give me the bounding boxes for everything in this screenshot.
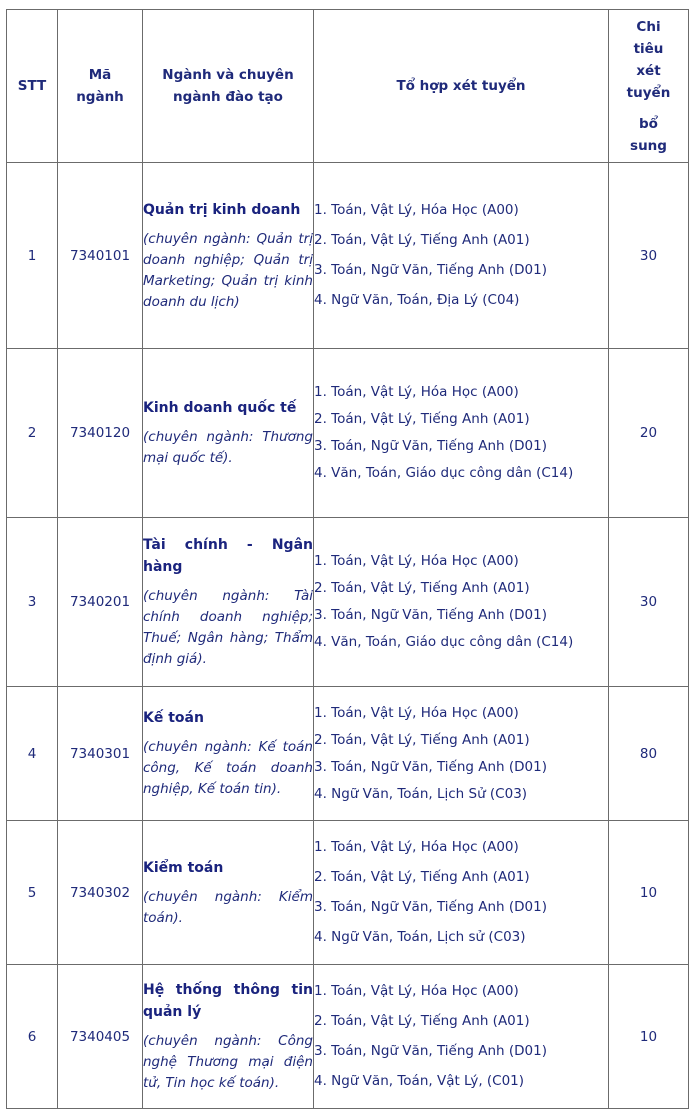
combo-item: 1. Toán, Vật Lý, Hóa Học (A00) bbox=[314, 553, 519, 569]
header-combo bbox=[314, 10, 609, 163]
cell-stt: 1 bbox=[7, 163, 58, 349]
header-major bbox=[143, 10, 314, 163]
cell-major bbox=[143, 349, 314, 518]
header-quota-line: xét bbox=[636, 62, 661, 79]
combo-item: 3. Toán, Ngữ Văn, Tiếng Anh (D01) bbox=[314, 1043, 548, 1059]
cell-quota: 30 bbox=[609, 518, 689, 687]
header-combo-label: Tổ hợp xét tuyển bbox=[396, 78, 526, 94]
cell-code: 7340301 bbox=[58, 687, 143, 821]
combo-item: 1. Toán, Vật Lý, Hóa Học (A00) bbox=[314, 384, 519, 400]
combo-item: 2. Toán, Vật Lý, Tiếng Anh (A01) bbox=[314, 580, 530, 596]
cell-quota: 10 bbox=[609, 821, 689, 965]
major-specialization: (chuyên ngành: Thương mại quốc tế). bbox=[143, 429, 313, 466]
cell-stt: 6 bbox=[7, 965, 58, 1109]
header-code-line: ngành bbox=[76, 89, 124, 105]
header-code bbox=[58, 10, 143, 163]
major-name: Quản trị kinh doanh bbox=[143, 201, 301, 218]
cell-stt: 5 bbox=[7, 821, 58, 965]
header-quota-line: tuyển bbox=[626, 84, 671, 101]
table-row bbox=[7, 163, 689, 349]
combo-item: 1. Toán, Vật Lý, Hóa Học (A00) bbox=[314, 704, 519, 721]
combo-item: 4. Văn, Toán, Giáo dục công dân (C14) bbox=[314, 634, 574, 650]
admissions-table bbox=[6, 9, 689, 1109]
cell-quota: 80 bbox=[609, 687, 689, 821]
combo-item: 2. Toán, Vật Lý, Tiếng Anh (A01) bbox=[314, 1013, 530, 1029]
spacer bbox=[609, 104, 688, 113]
major-name: Kế toán bbox=[143, 710, 204, 726]
combo-item: 4. Ngữ Văn, Toán, Địa Lý (C04) bbox=[314, 292, 520, 308]
header-major-line: ngành đào tạo bbox=[173, 89, 283, 105]
cell-quota: 30 bbox=[609, 163, 689, 349]
table-row bbox=[7, 687, 689, 821]
table-row bbox=[7, 518, 689, 687]
cell-major bbox=[143, 687, 314, 821]
header-quota-line: Chi bbox=[636, 18, 661, 35]
cell-stt: 4 bbox=[7, 687, 58, 821]
cell-quota: 20 bbox=[609, 349, 689, 518]
major-name: Hệ thống thông tin quản lý bbox=[143, 982, 313, 1020]
combo-item: 2. Toán, Vật Lý, Tiếng Anh (A01) bbox=[314, 731, 530, 748]
major-name: Kiểm toán bbox=[143, 859, 224, 876]
header-quota bbox=[609, 10, 689, 163]
combo-item: 3. Toán, Ngữ Văn, Tiếng Anh (D01) bbox=[314, 607, 548, 623]
header-quota-line: tiêu bbox=[633, 40, 664, 57]
combo-item: 4. Ngữ Văn, Toán, Lịch Sử (C03) bbox=[314, 785, 528, 802]
table-row bbox=[7, 821, 689, 965]
cell-major bbox=[143, 163, 314, 349]
header-quota-line: bổ bbox=[639, 115, 658, 132]
cell-stt: 2 bbox=[7, 349, 58, 518]
combo-item: 4. Văn, Toán, Giáo dục công dân (C14) bbox=[314, 465, 574, 481]
combo-item: 2. Toán, Vật Lý, Tiếng Anh (A01) bbox=[314, 232, 530, 248]
cell-combos bbox=[314, 163, 609, 349]
major-name: Kinh doanh quốc tế bbox=[143, 400, 297, 416]
cell-stt: 3 bbox=[7, 518, 58, 687]
header-row bbox=[7, 10, 689, 163]
cell-code: 7340101 bbox=[58, 163, 143, 349]
combo-item: 3. Toán, Ngữ Văn, Tiếng Anh (D01) bbox=[314, 899, 548, 915]
major-specialization: (chuyên ngành: Tài chính doanh nghiệp; Thuế; Ngân hàng; Thẩm định giá). bbox=[143, 588, 313, 667]
cell-major bbox=[143, 518, 314, 687]
combo-item: 3. Toán, Ngữ Văn, Tiếng Anh (D01) bbox=[314, 758, 548, 775]
header-quota-line: sung bbox=[630, 137, 667, 154]
cell-major bbox=[143, 821, 314, 965]
header-major-line: Ngành và chuyên bbox=[162, 67, 294, 83]
combo-item: 3. Toán, Ngữ Văn, Tiếng Anh (D01) bbox=[314, 438, 548, 454]
cell-code: 7340302 bbox=[58, 821, 143, 965]
major-name: Tài chính - Ngân hàng bbox=[143, 537, 313, 575]
cell-combos bbox=[314, 349, 609, 518]
cell-combos bbox=[314, 965, 609, 1109]
cell-code: 7340201 bbox=[58, 518, 143, 687]
table-row bbox=[7, 965, 689, 1109]
cell-code: 7340405 bbox=[58, 965, 143, 1109]
cell-combos bbox=[314, 821, 609, 965]
table-row bbox=[7, 349, 689, 518]
combo-item: 2. Toán, Vật Lý, Tiếng Anh (A01) bbox=[314, 411, 530, 427]
cell-combos bbox=[314, 518, 609, 687]
major-specialization: (chuyên ngành: Công nghệ Thương mại điện tử, Tin học kế toán). bbox=[143, 1033, 313, 1091]
cell-combos bbox=[314, 687, 609, 821]
major-specialization: (chuyên ngành: Kiểm toán). bbox=[143, 888, 313, 926]
header-stt bbox=[7, 10, 58, 163]
combo-item: 1. Toán, Vật Lý, Hóa Học (A00) bbox=[314, 983, 519, 999]
combo-item: 4. Ngữ Văn, Toán, Lịch sử (C03) bbox=[314, 929, 526, 945]
major-specialization: (chuyên ngành: Kế toán công, Kế toán doanh nghiệp, Kế toán tin). bbox=[143, 739, 313, 797]
combo-item: 1. Toán, Vật Lý, Hóa Học (A00) bbox=[314, 202, 519, 218]
header-stt-label: STT bbox=[17, 78, 47, 94]
combo-item: 4. Ngữ Văn, Toán, Vật Lý, (C01) bbox=[314, 1073, 525, 1089]
cell-major bbox=[143, 965, 314, 1109]
major-specialization: (chuyên ngành: Quản trị doanh nghiệp; Quản trị Marketing; Quản trị kinh doanh du lịch) bbox=[143, 230, 313, 310]
header-code-line: Mã bbox=[88, 67, 112, 83]
cell-quota: 10 bbox=[609, 965, 689, 1109]
cell-code: 7340120 bbox=[58, 349, 143, 518]
combo-item: 2. Toán, Vật Lý, Tiếng Anh (A01) bbox=[314, 869, 530, 885]
combo-item: 1. Toán, Vật Lý, Hóa Học (A00) bbox=[314, 839, 519, 855]
combo-item: 3. Toán, Ngữ Văn, Tiếng Anh (D01) bbox=[314, 262, 548, 278]
